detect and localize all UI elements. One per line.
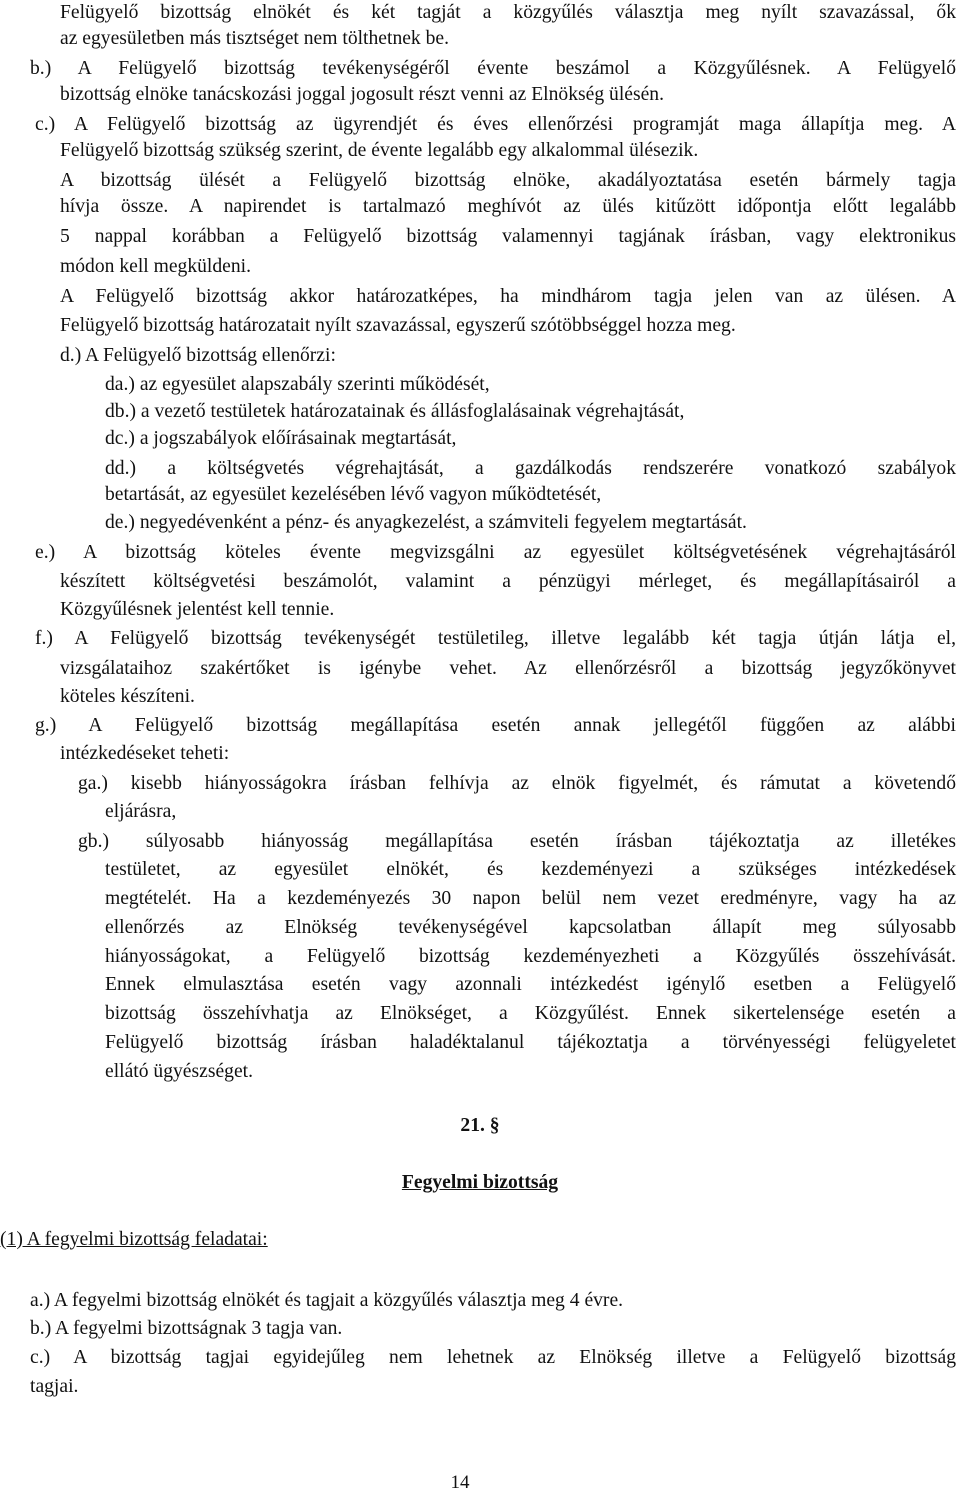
text-line: tagjai.: [30, 1376, 79, 1397]
text-line: ellenőrzés az Elnökség tevékenységével kapcsolatban állapít meg súlyosabb: [105, 917, 956, 938]
text-line: db.) a vezető testületek határozatainak és állásfoglalásainak végrehajtását,: [105, 401, 685, 422]
text-line: A Felügyelő bizottság akkor határozatképes, ha mindhárom tagja jelen van az ülésen. A: [60, 286, 956, 307]
text-line: 5 nappal korábban a Felügyelő bizottság valamennyi tagjának írásban, vagy elektronikus: [60, 226, 956, 247]
text-line: b.) A fegyelmi bizottságnak 3 tagja van.: [30, 1318, 343, 1339]
text-line: testületet, az egyesület elnökét, és kezdeményezi a szükséges intézkedések: [105, 859, 956, 880]
text-line: b.) A Felügyelő bizottság tevékenységéről évente beszámol a Közgyűlésnek. A Felügyelő: [30, 58, 956, 79]
text-line: Ennek elmulasztása esetén vagy azonnali intézkedést igénylő esetben a Felügyelő: [105, 974, 956, 995]
text-line: A bizottság ülését a Felügyelő bizottság elnöke, akadályoztatása esetén bármely tagja: [60, 170, 956, 191]
text-line: gb.) súlyosabb hiányosság megállapítása esetén írásban tájékoztatja az illetékes: [78, 831, 956, 852]
text-line: vizsgálataihoz szakértőket is igénybe vehet. Az ellenőrzésről a bizottság jegyzőkönyvet: [60, 658, 956, 679]
text-line: g.) A Felügyelő bizottság megállapítása esetén annak jellegétől függően az alábbi: [35, 715, 956, 736]
text-line: a.) A fegyelmi bizottság elnökét és tagjait a közgyűlés választja meg 4 évre.: [30, 1290, 624, 1311]
text-line: da.) az egyesület alapszabály szerinti működését,: [105, 374, 490, 395]
text-line: dc.) a jogszabályok előírásainak megtartását,: [105, 428, 457, 449]
text-line: hívja össze. A napirendet is tartalmazó meghívót az ülés kitűzött időpontja előtt legalább: [60, 196, 956, 217]
text-line: ga.) kisebb hiányosságokra írásban felhívja az elnök figyelmét, és rámutat a követendő: [78, 773, 956, 794]
text-line: hiányosságokat, a Felügyelő bizottság kezdeményezheti a Közgyűlés összehívását.: [105, 946, 956, 967]
section-title: Fegyelmi bizottság: [401, 1172, 559, 1193]
text-line: az egyesületben más tisztséget nem tölthetnek be.: [60, 28, 450, 49]
text-line: Közgyűlésnek jelentést kell tennie.: [60, 599, 335, 620]
text-line: intézkedéseket teheti:: [60, 743, 230, 764]
text-line: Felügyelő bizottság határozatait nyílt szavazással, egyszerű szótöbbséggel hozza meg.: [60, 315, 736, 336]
text-line: c.) A bizottság tagjai egyidejűleg nem lehetnek az Elnökség illetve a Felügyelő bizottság: [30, 1347, 956, 1368]
text-line: f.) A Felügyelő bizottság tevékenységét testületileg, illetve legalább két tagja útján látja el,: [35, 628, 956, 649]
text-line: d.) A Felügyelő bizottság ellenőrzi:: [60, 345, 336, 366]
text-line: Felügyelő bizottság szükség szerint, de évente legalább egy alkalommal ülésezik.: [60, 140, 699, 161]
text-line: készített költségvetési beszámolót, valamint a pénzügyi mérleget, és megállapításairól a: [60, 571, 956, 592]
text-line: bizottság összehívhatja az Elnökséget, a Közgyűlést. Ennek sikertelensége esetén a: [105, 1003, 956, 1024]
text-line: Felügyelő bizottság írásban haladéktalanul tájékoztatja a törvényességi felügyeletet: [105, 1032, 956, 1053]
text-line: módon kell megküldeni.: [60, 256, 252, 277]
text-line: ellátó ügyészséget.: [105, 1061, 253, 1082]
text-line: betartását, az egyesület kezelésében lévő vagyon működtetését,: [105, 484, 602, 505]
text-line: megtételét. Ha a kezdeményezés 30 napon belül nem vezet eredményre, vagy ha az: [105, 888, 956, 909]
section-number: 21. §: [460, 1115, 500, 1136]
text-line: dd.) a költségvetés végrehajtását, a gazdálkodás rendszerére vonatkozó szabályok: [105, 458, 956, 479]
text-line: bizottság elnöke tanácskozási joggal jogosult részt venni az Elnökség ülésén.: [60, 84, 664, 105]
text-line: eljárásra,: [105, 801, 177, 822]
sub-heading: (1) A fegyelmi bizottság feladatai:: [0, 1229, 268, 1250]
text-line: Felügyelő bizottság elnökét és két tagját a közgyűlés választja meg nyílt szavazással, ők: [60, 2, 956, 23]
text-line: e.) A bizottság köteles évente megvizsgálni az egyesület költségvetésének végrehajtásáról: [35, 542, 956, 563]
page-number: 14: [450, 1472, 470, 1493]
text-line: köteles készíteni.: [60, 686, 195, 707]
text-line: c.) A Felügyelő bizottság az ügyrendjét és éves ellenőrzési programját maga állapítja meg. A: [35, 114, 956, 135]
text-line: de.) negyedévenként a pénz- és anyagkezelést, a számviteli fegyelem megtartását.: [105, 512, 747, 533]
